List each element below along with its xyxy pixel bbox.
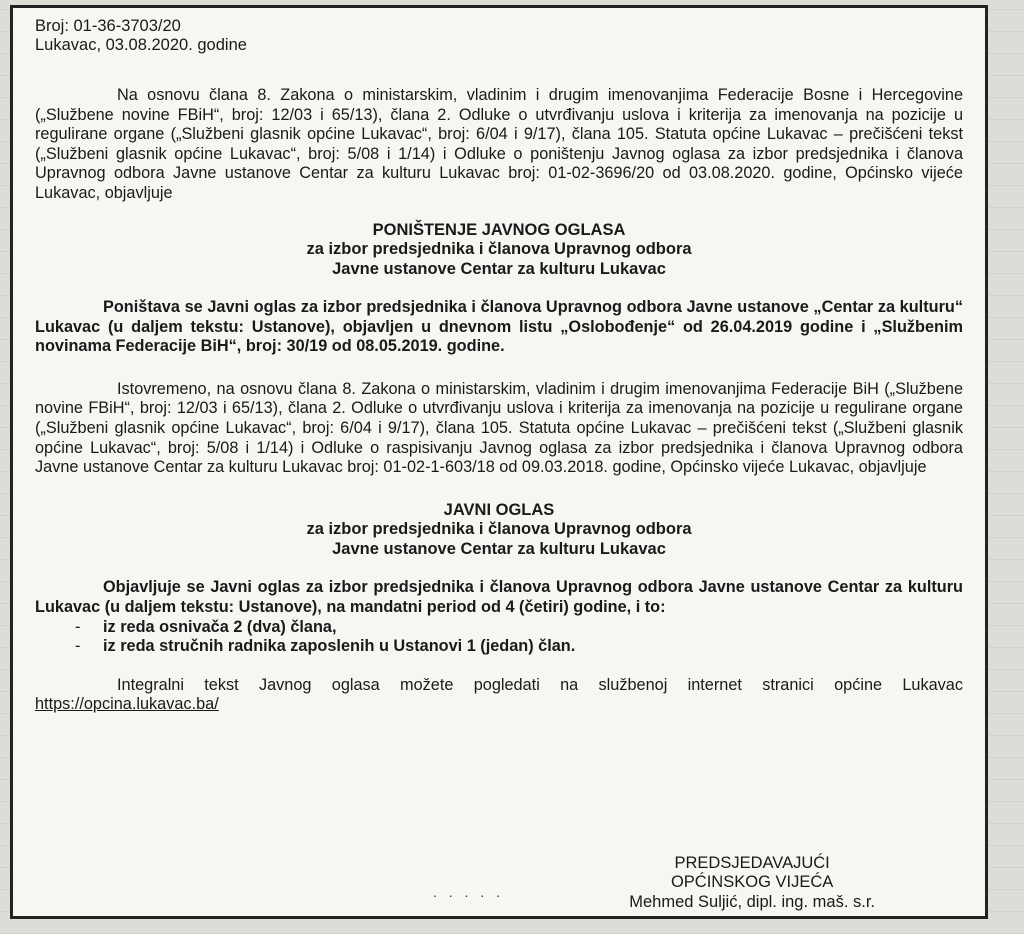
member-list bbox=[35, 618, 963, 657]
integral-text: Integralni tekst Javnog oglasa možete pogledati na službenoj internet stranici općine Lukavac bbox=[117, 675, 963, 694]
place-and-date: Lukavac, 03.08.2020. godine bbox=[35, 36, 247, 54]
list-item bbox=[35, 637, 963, 657]
annulment-title-line-3: Javne ustanove Centar za kulturu Lukavac bbox=[332, 259, 666, 278]
list-item bbox=[35, 618, 963, 638]
annulment-title bbox=[35, 221, 963, 280]
list-item-text: iz reda stručnih radnika zaposlenih u Ustanovi 1 (jedan) član. bbox=[103, 637, 576, 656]
public-notice-title-line-2: za izbor predsjednika i članova Upravnog odbora bbox=[306, 520, 692, 539]
signature-title-line-2: OPĆINSKOG VIJEĆA bbox=[670, 873, 834, 891]
list-dash: - bbox=[75, 617, 81, 636]
public-notice-box bbox=[10, 5, 988, 919]
signature-block bbox=[629, 854, 875, 913]
public-notice-title-line-1: JAVNI OGLAS bbox=[443, 500, 555, 519]
annulment-paragraph: Poništava se Javni oglas za izbor predsjednika i članova Upravnog odbora Javne ustanove „Centar za kulturu“ Lukavac (u daljem tekstu: Ustanove), objavljen u dnevnom listu „Oslobođenje“ od 26.04.2019 godine i „Službenim novinama Federacije BiH“, broj: 30/19 od 08.05.2019. godine. bbox=[35, 298, 963, 356]
municipality-website-link[interactable]: https://opcina.lukavac.ba/ bbox=[35, 695, 219, 714]
print-specks: . . . . . bbox=[433, 884, 505, 900]
document-number: Broj: 01-36-3703/20 bbox=[35, 17, 181, 35]
signature-title-line-1: PREDSJEDAVAJUĆI bbox=[674, 853, 830, 872]
integral-text-paragraph bbox=[35, 676, 963, 715]
list-dash: - bbox=[75, 637, 81, 656]
legal-basis-paragraph-1: Na osnovu člana 8. Zakona o ministarskim, vladinim i drugim imenovanjima Federacije Bosne i Hercegovine („Službene novine FBiH“, broj: 12/03 i 65/13), člana 2. Odluke o utvrđivanju uslova i kriterija za imenovanja na pozicije u regulirane organe („Službeni glasnik općine Lukavac“, broj: 6/04 i 9/17), člana 105. Statuta općine Lukavac – prečišćeni tekst („Službeni glasnik općine Lukavac“, broj: 5/08 i 1/14) i Odluke o poništenju Javnog oglasa za izbor predsjednika i članova Upravnog odbora Javne ustanove Centar za kulturu Lukavac broj: 01-02-3696/20 od 03.08.2020. godine, Općinsko vijeće Lukavac, objavljuje bbox=[35, 86, 963, 202]
list-item-text: iz reda osnivača 2 (dva) člana, bbox=[103, 617, 337, 636]
signatory-name: Mehmed Suljić, dipl. ing. maš. s.r. bbox=[629, 892, 875, 911]
public-notice-title bbox=[35, 501, 963, 560]
public-notice-title-line-3: Javne ustanove Centar za kulturu Lukavac bbox=[332, 539, 666, 558]
annulment-title-line-1: PONIŠTENJE JAVNOG OGLASA bbox=[372, 220, 626, 239]
legal-basis-paragraph-2: Istovremeno, na osnovu člana 8. Zakona o ministarskim, vladinim i drugim imenovanjima Federacije BiH („Službene novine FBiH“, broj: 12/03 i 65/13), člana 2. Odluke o utvrđivanju uslova i kriterija za imenovanja na pozicije u regulirane organe („Službeni glasnik općine Lukavac“, broj: 6/04 i 9/17), člana 105. Statuta općine Lukavac – prečišćeni tekst („Službeni glasnik općine Lukavac“, broj: 5/08 i 1/14) i Odluke o raspisivanju Javnog oglasa za izbor predsjednika i članova Upravnog odbora Javne ustanove Centar za kulturu Lukavac broj: 01-02-1-603/18 od 09.03.2018. godine, Općinsko vijeće Lukavac, objavljuje bbox=[35, 379, 963, 477]
announcement-paragraph: Objavljuje se Javni oglas za izbor predsjednika i članova Upravnog odbora Javne ustanove Centar za kulturu Lukavac (u daljem tekstu: Ustanove), na mandatni period od 4 (četiri) godine, i to: bbox=[35, 578, 963, 616]
annulment-title-line-2: za izbor predsjednika i članova Upravnog odbora bbox=[306, 240, 692, 259]
